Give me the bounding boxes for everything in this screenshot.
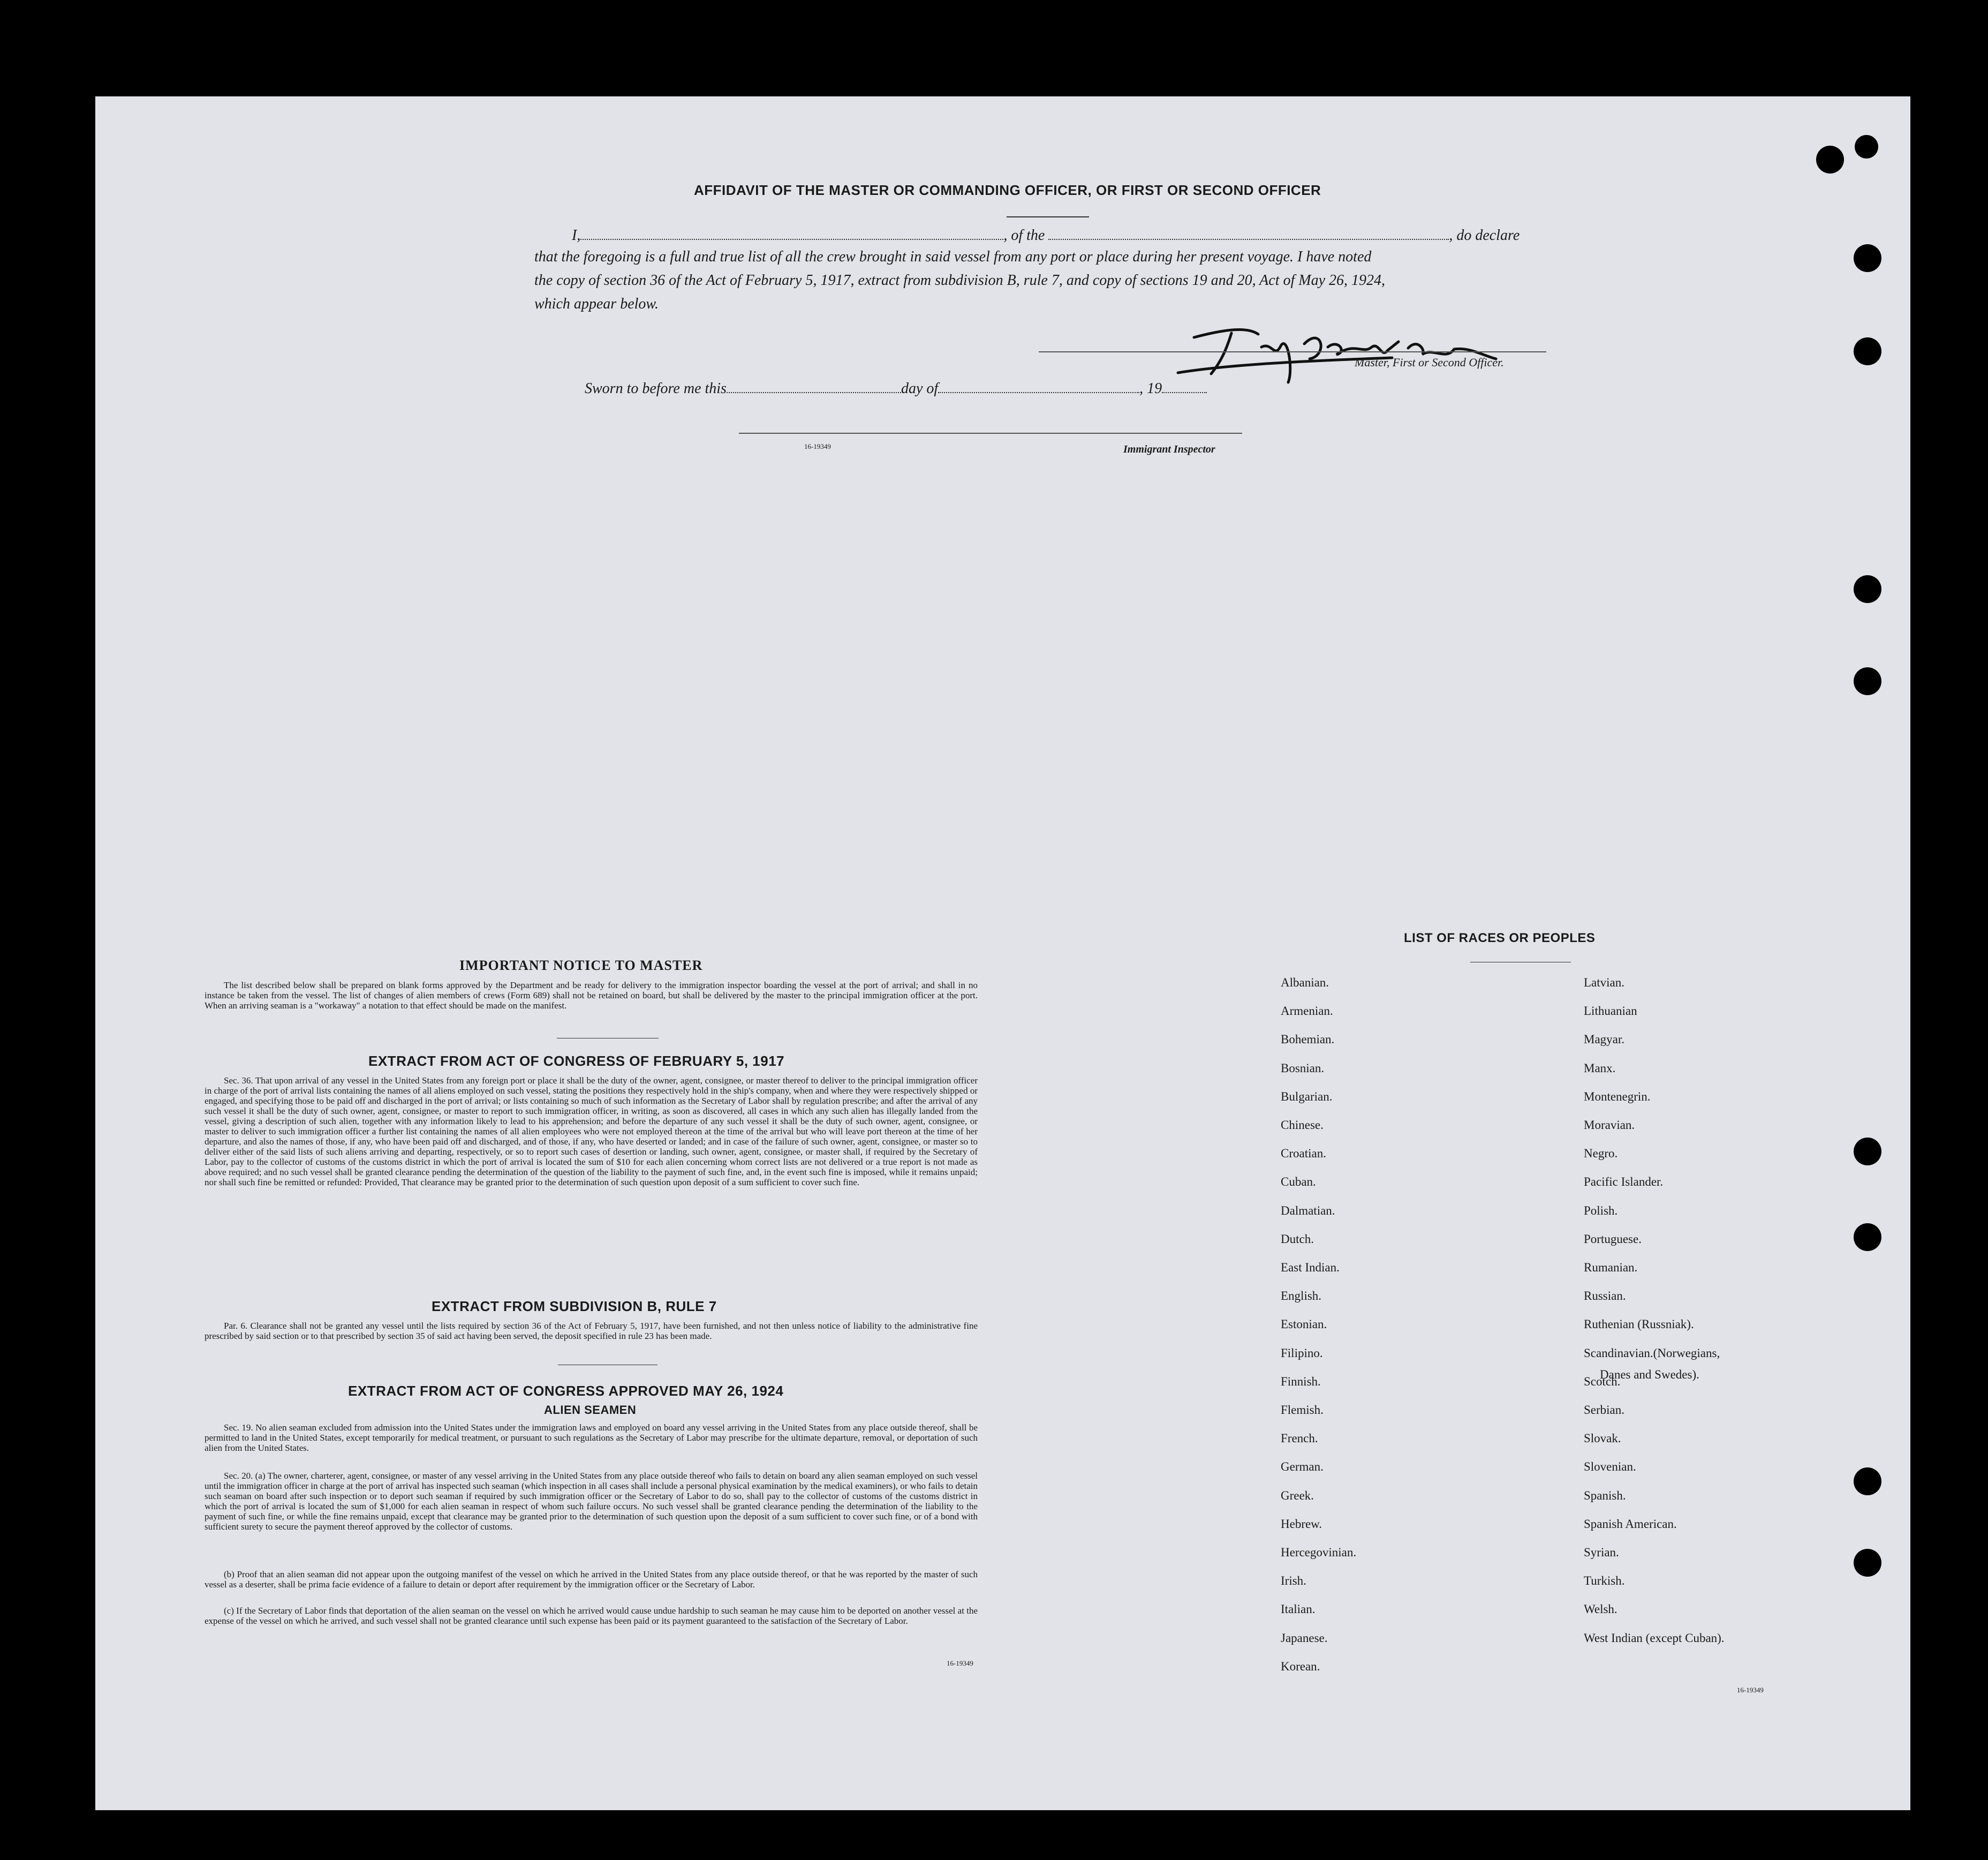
race-item: Negro. [1584, 1147, 1618, 1161]
race-item: French. [1281, 1432, 1318, 1445]
race-item: English. [1281, 1289, 1322, 1303]
sworn-month-field[interactable] [938, 381, 1139, 393]
race-item: Pacific Islander. [1584, 1175, 1664, 1189]
sec20c-body: (c) If the Secretary of Labor finds that deportation of the alien seaman on the vessel on which he arrived would cause undue hardship to such seaman he may cause him to be deported on another vessel at the expense of the vessel on which he arrived, and such vessel shall not be granted clearance until such expense has been paid or its payment guaranteed to the satisfaction of the Secretary of Labor. [205, 1606, 978, 1626]
sworn-label: Sworn to before me this [585, 380, 727, 397]
race-item: Montenegrin. [1584, 1089, 1651, 1103]
alien-seamen-subtitle: ALIEN SEAMEN [544, 1403, 637, 1417]
punch-hole [1854, 1223, 1881, 1251]
race-item: Irish. [1281, 1574, 1306, 1588]
race-item: Ruthenian (Russniak). [1584, 1317, 1694, 1331]
race-item: Greek. [1281, 1488, 1314, 1502]
race-item: Bohemian. [1281, 1033, 1335, 1046]
race-item: East Indian. [1281, 1261, 1340, 1274]
sec19-body: Sec. 19. No alien seaman excluded from admission into the United States under the immigration laws and employed on board any vessel arriving in the United States from any place outside thereof, shall be permitted to land in the United States, except temporarily for medical treatment, or pursuant to such regulations as the Secretary of Labor may prescribe for the ultimate departure, removal, or deportation of such alien from the United States. [205, 1422, 978, 1453]
race-item: West Indian (except Cuban). [1584, 1631, 1725, 1645]
affidavit-line3: the copy of section 36 of the Act of February 5, 1917, extract from subdivision B, rule 7, and copy of sections 19 and 20, Act of May 26, 1924, [534, 272, 1386, 289]
race-item: Welsh. [1584, 1602, 1617, 1616]
race-item: Lithuanian [1584, 1004, 1637, 1018]
race-item: Italian. [1281, 1602, 1316, 1616]
race-item: Spanish American. [1584, 1517, 1677, 1531]
race-item: Cuban. [1281, 1175, 1316, 1189]
punch-hole [1854, 1467, 1881, 1495]
race-item: Polish. [1584, 1203, 1618, 1217]
race-item: Turkish. [1584, 1574, 1625, 1588]
race-item: Scandinavian.(Norwegians, [1584, 1346, 1720, 1360]
race-item: Armenian. [1281, 1004, 1333, 1018]
races-title: LIST OF RACES OR PEOPLES [1404, 931, 1596, 945]
race-item: Magyar. [1584, 1033, 1625, 1046]
extract-form-number: 16-19349 [947, 1659, 973, 1667]
race-item: Manx. [1584, 1061, 1616, 1075]
vessel-field[interactable] [1048, 228, 1449, 240]
race-item: Chinese. [1281, 1118, 1324, 1132]
extract-1917-body: Sec. 36. That upon arrival of any vessel in the United States from any foreign port or place it shall be the duty of the owner, agent, consignee, or master thereof to deliver to the principal immigration officer in charge of the port of arrival lists containing the names of all aliens employed on such vessel, stating the positions they respectively hold in the ship's company, when and where they were respectively shipped or engaged, and specifying those to be paid off and discharged in the port of arrival; or lists containing so much of such information as the Secretary of Labor shall by regulation prescribe; and after the arrival of any such vessel it shall be the duty of such owner, agent, consignee, or master to report to such immigration officer, in writing, as soon as discovered, all cases in which any such alien has illegally landed from the vessel, giving a description of such alien, together with any information likely to lead to his apprehension; and before the departure of any such vessel it shall be the duty of such owner, agent, consignee, or master to deliver to such immigration officer a further list containing the names of all alien employees who were not employed thereon at the time of the arrival but who will leave port thereon at the time of her departure, and also the names of those, if any, who have been paid off and discharged, and of those, if any, who have deserted or landed; and in case of the failure of such owner, agent, consignee, or master so to deliver either of the said lists of such aliens arriving and departing, respectively, or so to report such cases of desertion or landing, such owner, agent, consignee, or master shall, if required by the Secretary of Labor, pay to the collector of customs of the customs district in which the port of arrival is located the sum of $10 for each alien concerning whom correct lists are not delivered or a true report is not made as above required; and no such vessel shall be granted clearance pending the determination of the question of the liability to the payment of such fine, and, in the event such fine is imposed, while it remains unpaid; nor shall such fine be remitted or refunded: Provided, That clearance may be granted prior to the determination of such question upon deposit of a sum sufficient to cover such fine. [205, 1075, 978, 1187]
race-item: Hebrew. [1281, 1517, 1322, 1531]
day-of-label: day of [901, 380, 939, 397]
race-item: Scotch. [1584, 1374, 1621, 1388]
sworn-day-field[interactable] [727, 381, 901, 393]
rule7-title: EXTRACT FROM SUBDIVISION B, RULE 7 [432, 1298, 717, 1314]
race-item-continued: Danes and Swedes). [1600, 1368, 1699, 1381]
race-item: Slovenian. [1584, 1460, 1636, 1474]
race-item: Korean. [1281, 1659, 1320, 1673]
race-item: Bosnian. [1281, 1061, 1325, 1075]
race-item: Moravian. [1584, 1118, 1635, 1132]
affidavit-title: AFFIDAVIT OF THE MASTER OR COMMANDING OFFICER, OR FIRST OR SECOND OFFICER [694, 182, 1321, 198]
label-declare: , do declare [1449, 227, 1520, 244]
extract-1924-title: EXTRACT FROM ACT OF CONGRESS APPROVED MAY 26, 1924 [348, 1383, 784, 1399]
race-item: Latvian. [1584, 976, 1624, 989]
document-sheet [95, 96, 1910, 1810]
sec20b-body: (b) Proof that an alien seaman did not appear upon the outgoing manifest of the vessel on which he arrived in the United States from any place outside thereof, or that he was reported by the master of such vessel as a deserter, shall be prima facie evidence of a failure to detain or deport after requirement by the immigration officer or the Secretary of Labor. [205, 1569, 978, 1590]
race-item: Dalmatian. [1281, 1203, 1335, 1217]
affidavit-line4: which appear below. [534, 296, 659, 312]
punch-hole [1854, 575, 1881, 603]
punch-hole [1854, 667, 1881, 695]
race-item: Russian. [1584, 1289, 1626, 1303]
label-of-the: , of the [1003, 227, 1045, 244]
race-item: Estonian. [1281, 1317, 1327, 1331]
rule7-body: Par. 6. Clearance shall not be granted any vessel until the lists required by section 36 of the Act of February 5, 1917, have been furnished, and not then unless notice of liability to the administrative fine prescribed by said section or to that prescribed by section 35 of said act having been served, the deposit specified in rule 23 has been made. [205, 1321, 978, 1341]
extract-1917-title: EXTRACT FROM ACT OF CONGRESS OF FEBRUARY 5, 1917 [368, 1053, 785, 1069]
punch-hole [1816, 146, 1844, 174]
affidavit-line2: that the foregoing is a full and true list of all the crew brought in said vessel from any port or place during her present voyage. I have noted [534, 248, 1372, 265]
punch-hole [1854, 244, 1881, 272]
signature-line [1039, 351, 1546, 352]
race-item: Bulgarian. [1281, 1089, 1333, 1103]
sworn-year-field[interactable] [1162, 381, 1207, 393]
punch-hole [1854, 337, 1881, 365]
race-item: Rumanian. [1584, 1261, 1638, 1274]
race-item: Flemish. [1281, 1403, 1324, 1417]
race-item: Dutch. [1281, 1232, 1314, 1246]
race-item: Spanish. [1584, 1488, 1626, 1502]
race-item: Albanian. [1281, 976, 1329, 989]
race-item: Serbian. [1584, 1403, 1625, 1417]
race-item: Finnish. [1281, 1374, 1321, 1388]
race-item: Filipino. [1281, 1346, 1323, 1360]
officer-signature [1167, 310, 1521, 390]
year-prefix: , 19 [1139, 380, 1162, 397]
race-item: German. [1281, 1460, 1324, 1474]
race-item: Croatian. [1281, 1147, 1326, 1161]
sworn-line [585, 380, 1207, 397]
punch-hole [1854, 1138, 1881, 1165]
label-i: I, [572, 227, 581, 244]
name-field[interactable] [580, 228, 1003, 240]
race-item: Hercegovinian. [1281, 1546, 1357, 1559]
signature-caption: Master, First or Second Officer. [1355, 356, 1504, 369]
punch-hole [1854, 1549, 1881, 1577]
inspector-line [739, 433, 1242, 434]
race-item: Slovak. [1584, 1432, 1621, 1445]
sec20a-body: Sec. 20. (a) The owner, charterer, agent, consignee, or master of any vessel arriving in the United States from any place outside thereof who fails to detain on board any alien seaman employed on such vessel until the immigration officer in charge at the port of arrival has inspected such seaman (which inspection in all cases shall include a personal physical examination by the medical examiners), or who fails to detain such seaman on board after such inspection or to deport such seaman if required by such immigration officer or the Secretary of Labor to do so, shall pay to the collector of customs of the customs district in which the port of arrival is located the sum of $1,000 for each alien seaman in respect of whom such failure occurs. No such vessel shall be granted clearance pending the determination of the liability to the payment of such fine, or while the fine remains unpaid, except that clearance may be granted prior to the determination of such question upon the deposit of a sum sufficient to cover such fine, or of a bond with sufficient surety to secure the payment thereof approved by the collector of customs. [205, 1471, 978, 1532]
notice-body: The list described below shall be prepared on blank forms approved by the Department and be ready for delivery to the immigration inspector boarding the vessel at the port of arrival; and shall in no instance be taken from the vessel. The list of changes of alien members of crews (Form 689) shall not be retained on board, but shall be delivered by the master to the principal immigration officer at the port. When an arriving seaman is a "workaway" a notation to that effect should be made on the manifest. [205, 980, 978, 1011]
race-item: Portuguese. [1584, 1232, 1642, 1246]
punch-hole [1855, 135, 1878, 159]
race-item: Syrian. [1584, 1546, 1619, 1559]
affidavit-form-number: 16-19349 [804, 442, 831, 450]
divider [1007, 216, 1089, 217]
race-item: Japanese. [1281, 1631, 1328, 1645]
affidavit-line1 [572, 227, 1546, 244]
inspector-caption: Immigrant Inspector [1123, 443, 1215, 455]
notice-title: IMPORTANT NOTICE TO MASTER [459, 958, 703, 973]
races-form-number: 16-19349 [1737, 1686, 1764, 1694]
